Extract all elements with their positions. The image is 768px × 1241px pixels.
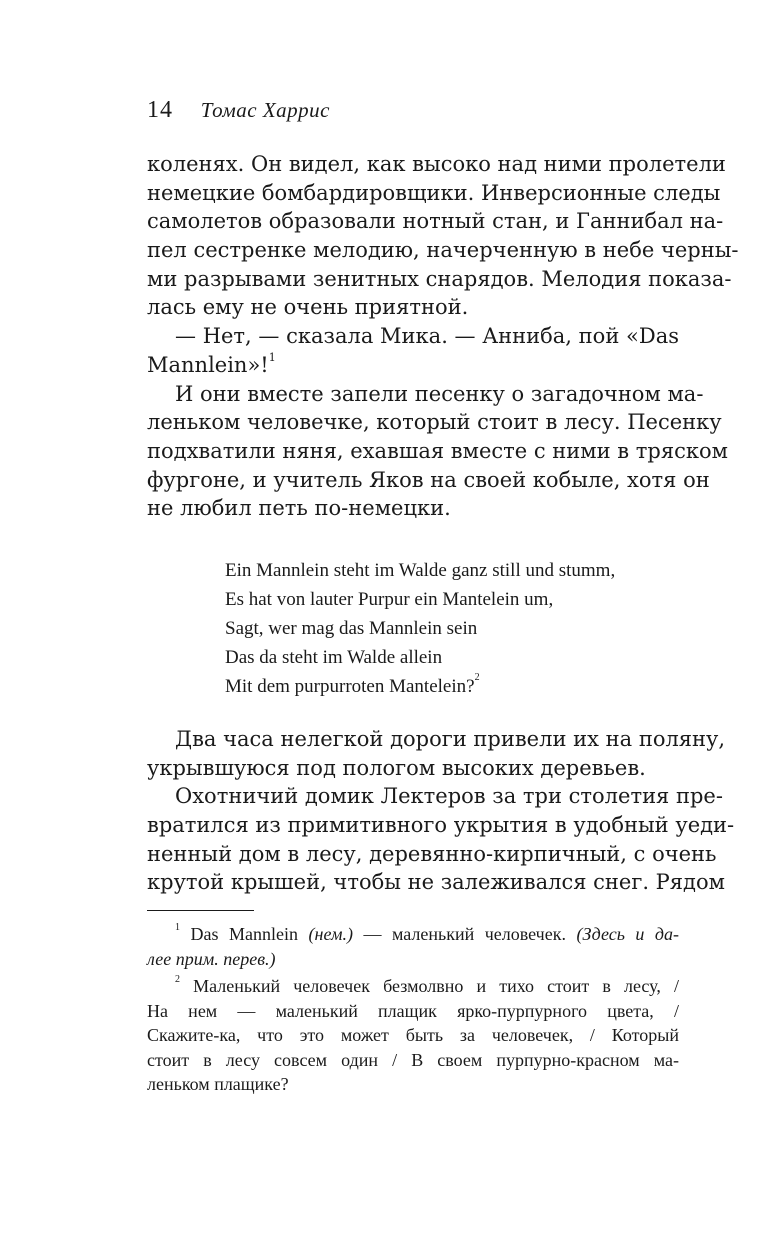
footnote-2-line: На нем — маленький плащик ярко-пурпурного цвета, / <box>147 1000 679 1021</box>
text-line: вратился из примитивного укрытия в удобный уеди- <box>147 813 735 838</box>
text-line: И они вместе запели песенку о загадочном ма- <box>175 381 704 406</box>
footnote-2-line: леньком плащике? <box>147 1074 289 1094</box>
footnote-reference[interactable]: 2 <box>474 672 480 683</box>
footnote-reference[interactable]: 1 <box>268 350 276 364</box>
text-line: укрывшуюся под пологом высоких деревьев. <box>147 755 646 780</box>
footnote-note: лее прим. перев.) <box>147 948 276 969</box>
main-text-continued <box>147 725 735 897</box>
poem-line: Sagt, wer mag das Mannlein sein <box>225 618 478 639</box>
text-line: Два часа нелегкой дороги привели их на поляну, <box>175 727 726 751</box>
footnote-1-line <box>147 922 679 947</box>
text-line: крутой крышей, чтобы не залеживался снег. Рядом <box>147 870 725 895</box>
text-line <box>147 351 679 380</box>
poem-line: Es hat von lauter Purpur ein Mantelein um, <box>225 589 554 610</box>
poem-fragment: Mit dem purpurroten Mantelein? <box>225 676 475 697</box>
footnote-text: Маленький человечек безмолвно и тихо стоит в лесу, / <box>193 976 679 996</box>
text-line: — Нет, — сказала Мика. — Анниба, пой «Das <box>175 324 679 349</box>
page-number: 14 <box>147 97 173 123</box>
footnote-language: (нем.) <box>308 924 353 944</box>
main-text <box>147 150 739 523</box>
text-line: подхватили няня, ехавшая вместе с ними в тряском <box>147 438 728 463</box>
text-line: Охотничий домик Лектеров за три столетия пре- <box>175 784 723 809</box>
footnote-2-line <box>147 974 679 999</box>
text-line: ненный дом в лесу, деревянно-кирпичный, с очень <box>147 841 717 866</box>
text-line: не любил петь по-немецки. <box>147 496 451 521</box>
text-line: немецкие бомбардировщики. Инверсионные следы <box>147 180 721 205</box>
text-line: пел сестренке мелодию, начерченную в небе черны- <box>147 238 739 263</box>
poem <box>225 556 615 701</box>
poem-line: Ein Mannlein steht im Walde ganz still und stumm, <box>225 560 616 581</box>
text-fragment: Mannlein»! <box>147 352 269 377</box>
footnote-2-line: Скажите-ка, что это может быть за человечек, / Который <box>147 1025 679 1045</box>
footnote-2-line: стоит в лесу совсем один / В своем пурпурно-красном ма- <box>147 1049 679 1070</box>
footnote-marker: 1 <box>175 922 180 933</box>
running-header <box>147 95 330 125</box>
text-line: лась ему не очень приятной. <box>147 295 469 320</box>
footnote-note: (Здесь и да- <box>576 924 679 944</box>
text-line: фургоне, и учитель Яков на своей кобыле, хотя он <box>147 467 710 492</box>
poem-line <box>225 672 615 701</box>
text-line: ми разрывами зенитных снарядов. Мелодия показа- <box>147 266 732 291</box>
running-head-author: Томас Харрис <box>200 98 330 122</box>
poem-line: Das da steht im Walde allein <box>225 647 443 668</box>
footnote-separator <box>147 910 254 911</box>
footnote-marker: 2 <box>175 974 180 985</box>
text-line: коленях. Он видел, как высоко над ними пролетели <box>147 152 726 176</box>
text-line: леньком человечке, который стоит в лесу. Песенку <box>147 410 722 435</box>
footnotes <box>147 922 679 1097</box>
footnote-term: Das Mannlein <box>190 924 298 944</box>
text-line: самолетов образовали нотный стан, и Ганнибал на- <box>147 209 724 234</box>
footnote-1-line <box>147 947 679 972</box>
footnote-text: — маленький человечек. <box>352 924 577 944</box>
